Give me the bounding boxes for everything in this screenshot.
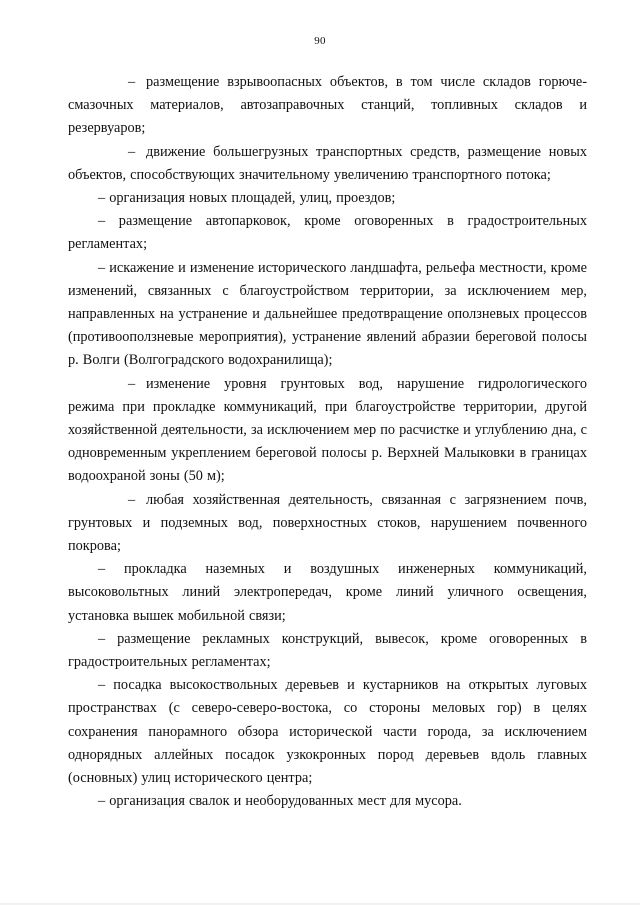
list-item: – организация свалок и необорудованных мест для мусора. bbox=[98, 793, 462, 810]
list-item-text: движение большегрузных транспортных средств, размещение новых объектов, способствующих значительному увеличению транспортного потока; bbox=[68, 143, 587, 183]
list-item bbox=[68, 71, 587, 141]
page-number: 90 bbox=[314, 35, 326, 47]
list-item-text: изменение уровня грунтовых вод, нарушение гидрологического режима при прокладке коммуникаций, при благоустройстве территории, другой хозяйственной деятельности, за исключением мер по расчистке и углублению дна, с одновременным укреплением береговой полосы р. Верхней Малыковки в границах водоохраной зоны (50 м); bbox=[68, 375, 587, 485]
list-dash: – bbox=[128, 143, 136, 160]
list-item: – прокладка наземных и воздушных инженерных коммуникаций, высоковольтных линий электропередач, кроме линий уличного освещения, установка вышек мобильной связи; bbox=[68, 561, 587, 624]
document-body bbox=[68, 71, 587, 814]
list-item bbox=[68, 373, 587, 489]
list-item-text: размещение взрывоопасных объектов, в том числе складов горюче-смазочных материалов, автозаправочных станций, топливных складов и резервуаров; bbox=[68, 74, 587, 137]
list-dash: – bbox=[128, 74, 136, 90]
list-item-text: любая хозяйственная деятельность, связанная с загрязнением почв, грунтовых и подземных вод, поверхностных стоков, нарушением почвенного покрова; bbox=[68, 491, 587, 555]
list-dash: – bbox=[128, 375, 136, 392]
list-item: – искажение и изменение исторического ландшафта, рельефа местности, кроме изменений, связанных с благоустройством территории, за исключением мер, направленных на устранение и дальнейшее предотвращение оползневых процессов (противооползневые мероприятия), устранение явлений абразии береговой полосы р. Волги (Волгоградского водохранилища); bbox=[68, 259, 587, 369]
list-item: – размещение рекламных конструкций, вывесок, кроме оговоренных в градостроительных регламентах; bbox=[68, 630, 587, 671]
list-item: – размещение автопарковок, кроме оговоренных в градостроительных регламентах; bbox=[68, 213, 587, 253]
list-item bbox=[68, 489, 587, 559]
list-item: – посадка высокоствольных деревьев и кустарников на открытых луговых пространствах (с северо-северо-востока, со стороны меловых гор) в целях сохранения панорамного обзора исторической части города, за исключением однорядных аллейных посадок узкокронных пород деревьев вдоль главных (основных) улиц исторического центра; bbox=[68, 677, 587, 787]
list-item bbox=[68, 141, 587, 187]
list-dash: – bbox=[128, 491, 136, 508]
list-item: – организация новых площадей, улиц, проездов; bbox=[98, 190, 396, 207]
